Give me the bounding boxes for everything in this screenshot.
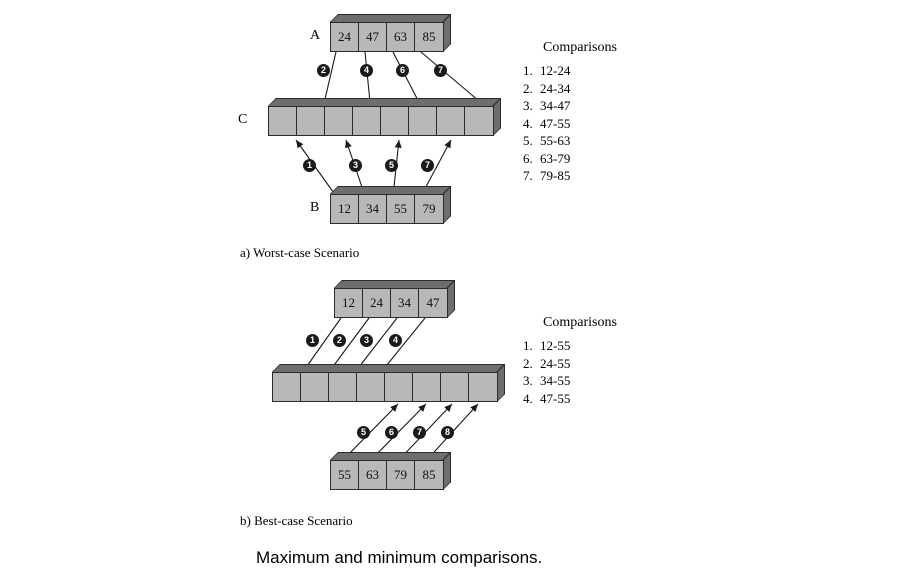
comparison-item: 6. 63-79 <box>536 150 650 168</box>
step-badge: 7 <box>434 64 447 77</box>
step-badge: 1 <box>306 334 319 347</box>
step-badge: 8 <box>441 426 454 439</box>
array-cell: 55 <box>331 461 359 489</box>
figure-caption: Maximum and minimum comparisons. <box>256 548 543 567</box>
comparison-item: 3. 34-55 <box>536 372 650 390</box>
array-cell <box>325 107 353 135</box>
comparisons-list <box>510 337 650 407</box>
step-badge: 4 <box>360 64 373 77</box>
comparisons-list <box>510 62 650 185</box>
array-best-bottom-top-face <box>330 452 451 460</box>
array-cell: 79 <box>387 461 415 489</box>
array-c-top-face <box>268 98 501 106</box>
step-badge: 1 <box>303 159 316 172</box>
array-best-top-top-face <box>334 280 455 288</box>
comparison-item: 2. 24-34 <box>536 80 650 98</box>
comparison-item: 1. 12-55 <box>536 337 650 355</box>
array-a-top-face <box>330 14 451 22</box>
array-cell: 63 <box>359 461 387 489</box>
comparison-item: 1. 12-24 <box>536 62 650 80</box>
array-cell <box>329 373 357 401</box>
step-badge: 5 <box>357 426 370 439</box>
array-best-merged-cells <box>272 372 498 402</box>
array-b-cells <box>330 194 444 224</box>
step-badge: 7 <box>413 426 426 439</box>
array-best-bottom-cells <box>330 460 444 490</box>
comparison-item: 3. 34-47 <box>536 97 650 115</box>
array-b-side-face <box>443 186 451 224</box>
array-best-top-cells <box>334 288 448 318</box>
array-label-c: C <box>238 112 248 127</box>
array-best-bottom-side-face <box>443 452 451 490</box>
step-badge: 2 <box>333 334 346 347</box>
array-cell <box>381 107 409 135</box>
array-cell <box>469 373 497 401</box>
array-cell <box>413 373 441 401</box>
array-cell: 24 <box>363 289 391 317</box>
step-badge: 2 <box>317 64 330 77</box>
step-badge: 5 <box>385 159 398 172</box>
comparison-item: 7. 79-85 <box>536 167 650 185</box>
comparisons-panel-worst-case <box>510 40 650 185</box>
array-cell: 79 <box>415 195 443 223</box>
comparison-item: 4. 47-55 <box>536 390 650 408</box>
array-cell: 12 <box>331 195 359 223</box>
array-cell <box>465 107 493 135</box>
panel-caption-best-case: b) Best-case Scenario <box>240 513 353 528</box>
array-b-top-face <box>330 186 451 194</box>
comparison-item: 2. 24-55 <box>536 355 650 373</box>
comparisons-title: Comparisons <box>543 315 617 330</box>
array-c-cells <box>268 106 494 136</box>
array-cell: 34 <box>391 289 419 317</box>
step-badge: 6 <box>385 426 398 439</box>
array-cell <box>437 107 465 135</box>
array-cell: 34 <box>359 195 387 223</box>
array-cell <box>409 107 437 135</box>
array-best-top-side-face <box>447 280 455 318</box>
array-cell: 47 <box>419 289 447 317</box>
array-cell <box>357 373 385 401</box>
array-cell <box>385 373 413 401</box>
array-label-b: B <box>310 200 320 215</box>
array-cell <box>353 107 381 135</box>
array-c-side-face <box>493 98 501 136</box>
array-best-merged-side-face <box>497 364 505 402</box>
array-cell <box>301 373 329 401</box>
array-cell: 63 <box>387 23 415 51</box>
step-badge: 7 <box>421 159 434 172</box>
array-cell <box>269 107 297 135</box>
array-cell: 55 <box>387 195 415 223</box>
array-cell <box>273 373 301 401</box>
comparisons-panel-best-case <box>510 315 650 407</box>
array-best-merged-top-face <box>272 364 505 372</box>
step-badge: 6 <box>396 64 409 77</box>
step-badge: 3 <box>360 334 373 347</box>
panel-caption-worst-case: a) Worst-case Scenario <box>240 245 360 260</box>
array-cell: 24 <box>331 23 359 51</box>
array-a-side-face <box>443 14 451 52</box>
comparison-item: 4. 47-55 <box>536 115 650 133</box>
array-cell: 85 <box>415 23 443 51</box>
array-label-a: A <box>310 28 321 43</box>
comparisons-title: Comparisons <box>543 40 617 55</box>
step-badge: 3 <box>349 159 362 172</box>
comparison-item: 5. 55-63 <box>536 132 650 150</box>
array-cell: 85 <box>415 461 443 489</box>
array-cell: 47 <box>359 23 387 51</box>
array-a-cells <box>330 22 444 52</box>
step-badge: 4 <box>389 334 402 347</box>
array-cell <box>297 107 325 135</box>
array-cell: 12 <box>335 289 363 317</box>
array-cell <box>441 373 469 401</box>
